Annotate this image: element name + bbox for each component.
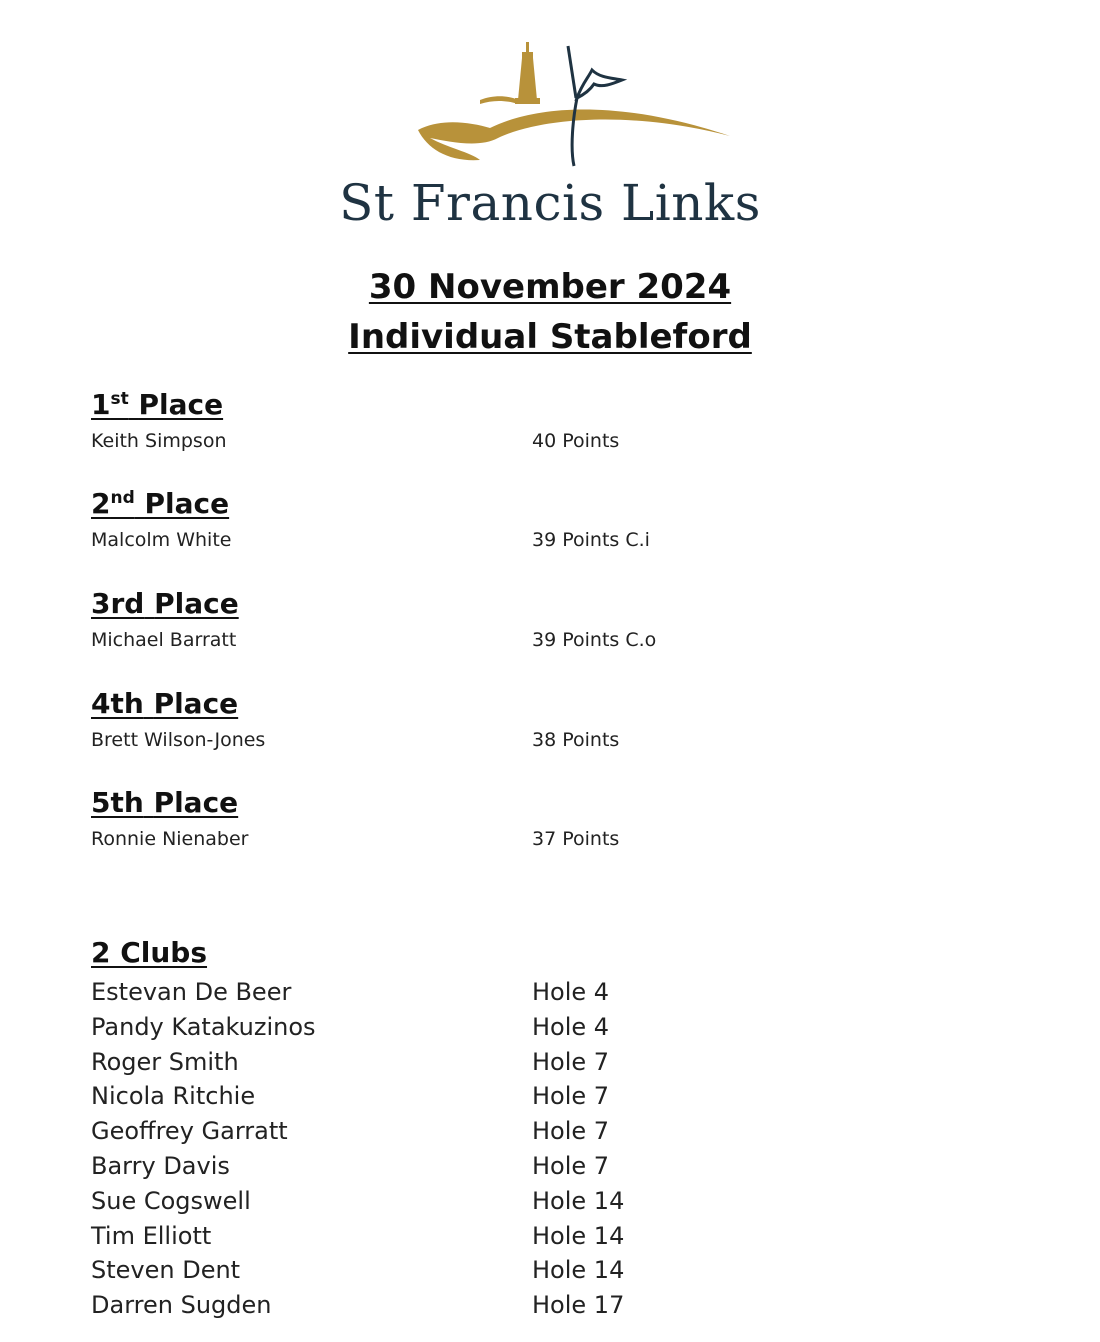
winner-score-4: 38 Points (532, 729, 620, 751)
list-item (91, 1253, 791, 1288)
event-title: Individual Stableford (348, 317, 752, 357)
club-player-name: Tim Elliott (91, 1221, 212, 1250)
list-item (91, 1184, 791, 1219)
club-hole: Hole 14 (532, 1221, 625, 1250)
two-clubs-list (91, 975, 791, 1323)
list-item (91, 1114, 791, 1149)
place-heading-1: 1st Place (91, 388, 224, 421)
club-player-name: Steven Dent (91, 1256, 241, 1285)
winner-name-1: Keith Simpson (91, 430, 227, 452)
winner-name-3: Michael Barratt (91, 629, 237, 651)
club-player-name: Estevan De Beer (91, 978, 292, 1006)
club-player-name: Barry Davis (91, 1151, 230, 1180)
place-heading-4: 4th Place (91, 687, 239, 720)
lighthouse-flag-logo-icon (330, 38, 770, 188)
winner-score-1: 40 Points (532, 430, 620, 452)
two-clubs-heading: 2 Clubs (91, 936, 208, 969)
club-hole: Hole 7 (532, 1082, 610, 1111)
club-hole: Hole 14 (532, 1256, 625, 1285)
logo-text: St Francis Links (339, 174, 761, 232)
event-date: 30 November 2024 (368, 267, 732, 307)
winner-name-5: Ronnie Nienaber (91, 828, 249, 850)
place-heading-3: 3rd Place (91, 587, 239, 620)
club-player-name: Darren Sugden (91, 1291, 272, 1320)
club-hole: Hole 4 (532, 978, 610, 1006)
list-item (91, 1045, 791, 1080)
list-item (91, 1219, 791, 1254)
club-player-name: Nicola Ritchie (91, 1082, 256, 1111)
winner-score-3: 39 Points C.o (532, 629, 657, 651)
club-logo (330, 38, 770, 232)
club-hole: Hole 4 (532, 1012, 610, 1041)
club-player-name: Roger Smith (91, 1047, 239, 1076)
winner-name-4: Brett Wilson-Jones (91, 729, 266, 751)
place-heading-2: 2nd Place (91, 487, 230, 520)
winner-score-2: 39 Points C.i (532, 529, 650, 551)
list-item (91, 1149, 791, 1184)
list-item (91, 975, 791, 1010)
club-hole: Hole 7 (532, 1047, 610, 1076)
winner-name-2: Malcolm White (91, 529, 232, 551)
winner-score-5: 37 Points (532, 828, 620, 850)
club-hole: Hole 17 (532, 1291, 625, 1320)
club-player-name: Pandy Katakuzinos (91, 1012, 316, 1041)
place-heading-5: 5th Place (91, 786, 239, 819)
club-hole: Hole 14 (532, 1186, 625, 1215)
club-hole: Hole 7 (532, 1117, 610, 1146)
club-hole: Hole 7 (532, 1151, 610, 1180)
list-item (91, 1079, 791, 1114)
club-player-name: Sue Cogswell (91, 1186, 251, 1215)
list-item (91, 1288, 791, 1323)
club-player-name: Geoffrey Garratt (91, 1117, 288, 1146)
list-item (91, 1010, 791, 1045)
